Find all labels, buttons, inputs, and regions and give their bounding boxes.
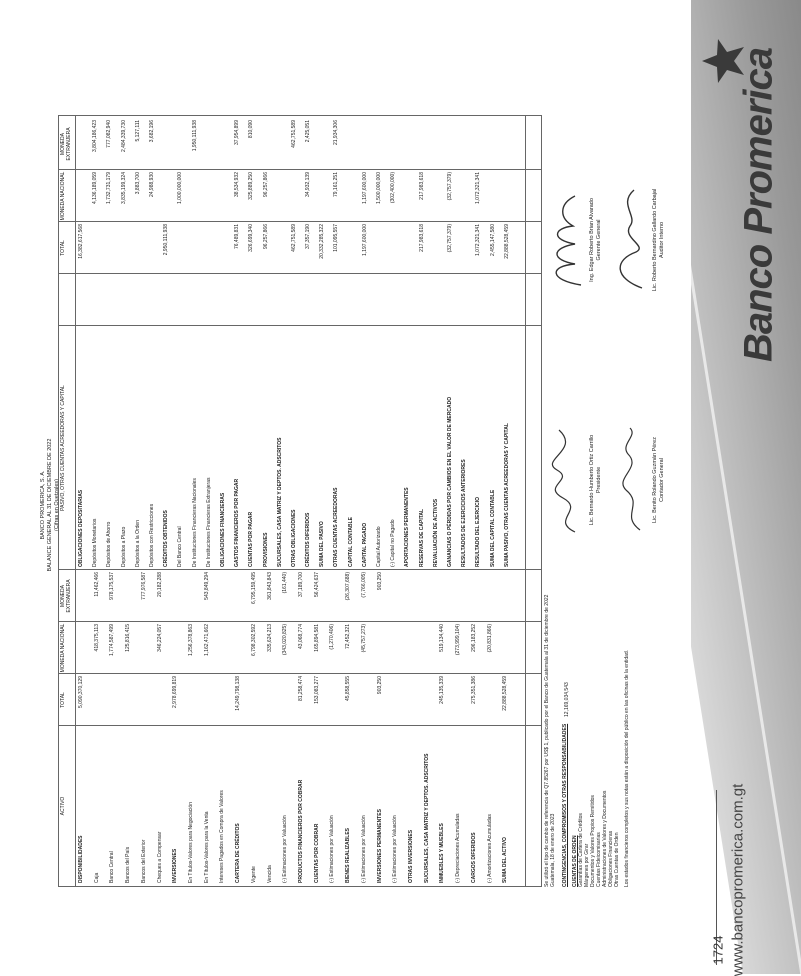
asset-me-value: (161,440) xyxy=(282,572,289,594)
company-name: BANCO PROMERICA, S. A. xyxy=(40,470,46,540)
asset-row-label: (-) Amortizaciones Acumuladas xyxy=(486,814,493,883)
grid-line xyxy=(59,273,541,274)
asset-row-label: CARTERA DE CRÉDITOS xyxy=(235,823,242,883)
asset-mn-value: 335,624,213 xyxy=(266,624,273,652)
asset-row-label: Cheques a Compensar xyxy=(156,831,163,883)
contingencias-value: 12,169,034,543 xyxy=(564,682,570,717)
asset-row-label: SUCURSALES, CASA MATRIZ Y DEPTOS. ADSCRITOS xyxy=(423,753,430,883)
liabilitie-row-label: SUMA PASIVO, OTRAS CUENTAS ACREEDORAS Y CAPITAL xyxy=(503,423,510,567)
signature-scribble-icon xyxy=(612,180,652,300)
orden-title: CUENTAS DE ORDEN xyxy=(572,835,578,887)
asset-row-label: (-) Depreciaciones Acumuladas xyxy=(455,813,462,883)
total-column-head: TOTAL xyxy=(60,692,66,708)
asset-total-value: 275,351,386 xyxy=(470,676,477,704)
asset-me-value: 11,462,466 xyxy=(93,572,100,597)
asset-total-value: 14,249,798,138 xyxy=(235,676,242,711)
mn-column-head-2: MONEDA NACIONAL xyxy=(60,171,66,221)
grid-line xyxy=(59,621,541,622)
header-rule xyxy=(75,116,76,886)
liabilitie-me-value: 1,950,111,938 xyxy=(191,120,198,152)
grid-line xyxy=(59,169,541,170)
me-column-head: MONEDA EXTRANJERA xyxy=(60,579,72,613)
liabilitie-row-label: GANANCIAS O PÉRDIDAS POR CAMBIOS EN EL VALOR DE MERCADO xyxy=(447,396,454,567)
asset-total-value: 5,090,370,129 xyxy=(78,676,84,708)
signature-scribble-icon xyxy=(545,180,589,300)
asset-total-value: 245,135,339 xyxy=(439,676,446,704)
liabilitie-row-label: GASTOS FINANCIEROS POR PAGAR xyxy=(234,478,241,567)
liabilitie-mn-value: 1,000,000,000 xyxy=(177,172,184,204)
total-column-head-2: TOTAL xyxy=(60,240,66,256)
liabilitie-row-label: CAPITAL PAGADO xyxy=(361,522,368,567)
asset-row-label: INVERSIONES PERMANENTES xyxy=(376,809,383,883)
asset-row-label: CARGOS DIFERIDOS xyxy=(470,832,477,883)
asset-mn-value: 165,894,581 xyxy=(313,624,320,652)
liabilitie-total-value: 16,382,617,568 xyxy=(78,224,84,259)
asset-row-label: Intereses Pagados en Compra de Valores xyxy=(219,790,226,883)
liabilitie-total-value: 20,332,285,322 xyxy=(319,224,326,259)
footer-note: Los estados financieros completos y sus notas están a disposición del público en las oficinas de la entidad. xyxy=(624,649,630,887)
asset-row-label: (-) Estimaciones por Valuación xyxy=(329,815,336,883)
liabilitie-total-value: 37,357,190 xyxy=(305,224,312,250)
liabilitie-row-label: CUENTAS POR PAGAR xyxy=(248,511,255,567)
asset-mn-value: 72,452,321 xyxy=(345,624,352,650)
liabilitie-me-value: 3,804,186,423 xyxy=(92,120,99,152)
signature-role: Auditor Interno xyxy=(658,221,665,259)
liabilitie-me-value: 3,682,196 xyxy=(148,120,155,143)
asset-total-value: 2,978,699,819 xyxy=(172,676,179,708)
liabilitie-mn-value: 1,732,731,179 xyxy=(106,172,113,204)
asset-mn-value: (45,757,273) xyxy=(360,624,367,653)
liabilitie-total-value: 101,095,557 xyxy=(333,224,340,252)
grid-line xyxy=(59,221,541,222)
asset-mn-value: 125,816,415 xyxy=(125,624,132,652)
liabilitie-total-value: 76,489,831 xyxy=(234,224,241,250)
signature-scribble-icon xyxy=(612,420,652,540)
liabilitie-me-value: 810,090 xyxy=(248,120,255,139)
liabilitie-me-value: 21,934,306 xyxy=(333,120,340,146)
liabilitie-mn-value: 24,988,930 xyxy=(148,172,155,198)
liabilitie-me-value: 777,082,940 xyxy=(106,120,113,148)
mn-column-head: MONEDA NACIONAL xyxy=(60,623,66,673)
asset-row-label: CUENTAS POR COBRAR xyxy=(313,823,320,883)
liabilitie-mn-value: 96,257,866 xyxy=(262,172,269,198)
asset-row-label: Banco Central xyxy=(109,851,116,883)
asset-mn-value: 1,256,378,863 xyxy=(188,624,194,656)
liabilitie-me-value: 37,954,899 xyxy=(234,120,241,146)
liabilitie-mn-value: (302,400,000) xyxy=(390,172,397,204)
liabilitie-me-value: 2,484,339,730 xyxy=(120,120,127,152)
liabilitie-row-label: Depósitos a Plazo xyxy=(120,526,127,567)
asset-row-label: (-) Estimaciones por Valuación xyxy=(360,815,367,883)
liabilitie-row-label: OTRAS OBLIGACIONES xyxy=(290,509,297,567)
liabilitie-total-value: 2,455,147,580 xyxy=(489,224,496,256)
asset-total-value: 903,250 xyxy=(376,676,383,695)
asset-total-value: 81,258,474 xyxy=(298,676,304,702)
liabilitie-total-value: 1,072,321,341 xyxy=(475,224,482,256)
liabilitie-row-label: SUMA DEL PASIVO xyxy=(319,521,326,567)
asset-me-value: 978,175,537 xyxy=(109,572,116,600)
liabilitie-row-label: OBLIGACIONES DEPOSITARIAS xyxy=(78,489,84,567)
liabilitie-row-label: REVALUACIÓN DE ACTIVOS xyxy=(432,498,439,567)
orden-item: Administraciones de Valores y Documentos xyxy=(602,790,608,887)
asset-row-label: BIENES REALIZABLES xyxy=(345,827,352,883)
liabilitie-row-label: Capital Autorizado xyxy=(376,526,383,567)
signature-name: Lic. Roberto Bernardino Gallardo Carbajal xyxy=(652,188,658,292)
liabilitie-mn-value: 38,534,932 xyxy=(234,172,241,198)
liabilitie-me-value: 2,425,051 xyxy=(305,120,312,143)
signature-role: Presidente xyxy=(595,466,602,494)
asset-me-value: (26,307,688) xyxy=(345,572,352,601)
grid-line xyxy=(59,325,541,326)
asset-mn-value: 418,375,113 xyxy=(93,624,100,652)
asset-total-value: 153,083,277 xyxy=(313,676,320,704)
orden-item: Documentos y Valores Propios Remitidos xyxy=(590,795,596,887)
liabilitie-row-label: Del Banco Central xyxy=(177,526,184,567)
signature-president xyxy=(545,405,602,555)
grid-line xyxy=(59,673,541,674)
page-number: 1724 xyxy=(710,935,726,965)
liabilitie-mn-value: 3,835,199,324 xyxy=(120,172,127,204)
orden-item: Obligaciones Financieras xyxy=(608,830,614,887)
asset-mn-value: 346,224,057 xyxy=(156,624,163,652)
date-note: Guatemala, 18 de enero de 2023 xyxy=(550,813,556,887)
signature-accountant xyxy=(612,405,665,555)
statement-title: BALANCE GENERAL AL 31 DE DICIEMBRE DE 2022 xyxy=(46,438,53,572)
liabilitie-total-value: 1,197,600,000 xyxy=(361,224,368,256)
asset-me-value: 56,424,637 xyxy=(313,572,320,598)
orden-item: Otras Cuentas de Orden xyxy=(614,832,620,887)
asset-mn-value: 296,183,252 xyxy=(470,624,477,652)
liabilitie-total-value: (32,757,379) xyxy=(447,224,454,253)
signature-auditor xyxy=(612,165,665,315)
signature-name: Lic. Bernardo Humberto Ortiz Carrillo xyxy=(589,434,595,526)
asset-mn-value: (20,831,866) xyxy=(486,624,493,653)
asset-row-label: Vencida xyxy=(266,865,273,883)
asset-mn-value: 1,162,471,662 xyxy=(203,624,210,656)
signature-scribble-icon xyxy=(545,420,589,540)
orden-item: Márgenes por Girar xyxy=(584,843,590,887)
liabilitie-mn-value: 1,197,600,000 xyxy=(361,172,368,204)
currency-note: (Cifras en Quetzales) xyxy=(53,479,60,531)
liabilitie-mn-value: 325,889,250 xyxy=(248,172,255,200)
website-link[interactable]: www.bancopromerica.com.gt xyxy=(729,783,747,976)
asset-row-label: PRODUCTOS FINANCIEROS POR COBRAR xyxy=(298,779,304,883)
liabilitie-row-label: Depósitos a la Orden xyxy=(134,520,141,567)
signature-role: Contador General xyxy=(658,458,665,502)
balance-table xyxy=(58,115,542,887)
asset-row-label: Caja xyxy=(93,872,100,883)
asset-row-label: DISPONIBILIDADES xyxy=(78,835,84,883)
liabilitie-mn-value: 217,983,618 xyxy=(418,172,425,200)
asset-me-value: 361,843,843 xyxy=(266,572,273,600)
asset-total-value: 22,888,528,459 xyxy=(502,676,509,711)
liabilitie-row-label: De Instituciones Financieras Nacionales xyxy=(191,478,198,567)
liabilitie-row-label: SUMA DEL CAPITAL CONTABLE xyxy=(489,489,496,567)
asset-row-label: INMUEBLES Y MUEBLES xyxy=(439,823,446,883)
liabilitie-mn-value: (32,757,379) xyxy=(447,172,454,201)
liabilitie-row-label: RESULTADO DEL EJERCICIO xyxy=(475,496,482,567)
grid-line xyxy=(59,569,541,570)
liabilitie-mn-value: 79,161,251 xyxy=(333,172,340,198)
brand-logo-text: Banco Promerica xyxy=(736,47,781,363)
asset-mn-value: 6,798,302,592 xyxy=(250,624,257,656)
grid-line xyxy=(59,725,541,726)
liabilitie-row-label: OBLIGACIONES FINANCIERAS xyxy=(219,492,226,567)
asset-row-label: En Títulos-Valores para la Venta xyxy=(203,811,210,883)
liabilitie-total-value: 96,257,866 xyxy=(262,224,269,250)
asset-me-value: (7,766,005) xyxy=(360,572,367,598)
asset-me-value: 903,250 xyxy=(376,572,383,591)
liabilitie-total-value: 217,983,618 xyxy=(418,224,425,252)
asset-mn-value: 43,068,774 xyxy=(298,624,304,650)
liabilitie-mn-value: 1,500,000,000 xyxy=(376,172,383,204)
liabilitie-row-label: RESERVAS DE CAPITAL xyxy=(418,508,425,567)
asset-me-value: 6,795,159,495 xyxy=(250,572,257,604)
asset-row-label: SUMA DEL ACTIVO xyxy=(502,837,509,883)
asset-mn-value: (273,999,104) xyxy=(455,624,462,656)
liabilitie-row-label: RESULTADOS DE EJERCICIOS ANTERIORES xyxy=(461,459,468,567)
asset-row-label: (-) Estimaciones por Valuación xyxy=(392,815,399,883)
liabilitie-mn-value: 3,883,700 xyxy=(134,172,141,195)
liabilitie-row-label: Depósitos Monetarios xyxy=(92,518,99,567)
asset-row-label: Bancos del País xyxy=(125,846,132,883)
contingencias-title: CONTINGENCIAS, COMPROMISOS Y OTRAS RESPONSABILIDADES xyxy=(562,723,568,887)
asset-row-label: Vigente xyxy=(250,866,257,883)
exchange-note: Se utilizó el tipo de cambio de referencia de Q7.85267 por US$ 1, publicado por el Banco de Guatemala al 31 de diciembre de 2022 xyxy=(544,594,550,887)
asset-me-value: 543,849,294 xyxy=(203,572,210,600)
asset-mn-value: 519,134,440 xyxy=(439,624,446,652)
liabilitie-row-label: CRÉDITOS DIFERIDOS xyxy=(305,512,312,567)
asset-row-label: (-) Estimaciones por Valuación xyxy=(282,815,289,883)
liabilitie-total-value: 462,751,589 xyxy=(290,224,297,252)
asset-me-value: 777,976,587 xyxy=(140,572,147,600)
liabilitie-row-label: De Instituciones Financieras Extranjeras xyxy=(205,477,212,567)
liabilitie-total-value: 326,699,340 xyxy=(248,224,255,252)
asset-row-label: OTRAS INVERSIONES xyxy=(408,829,414,883)
liabilitie-row-label: PROVISIONES xyxy=(262,532,269,567)
signature-name: Lic. Benito Rolando Guzmán Pérez xyxy=(652,437,658,523)
assets-column-head: ACTIVO xyxy=(60,796,66,816)
liabilitie-row-label: Depósitos con Restricciones xyxy=(148,503,155,567)
asset-me-value: 20,182,288 xyxy=(156,572,163,598)
liabilitie-row-label: OTRAS CUENTAS ACREEDORAS xyxy=(333,487,340,567)
liabilitie-me-value: 5,127,111 xyxy=(134,120,141,142)
liabilitie-me-value: 462,751,589 xyxy=(290,120,297,148)
asset-row-label: INVERSIONES xyxy=(172,848,179,883)
liabilitie-row-label: APORTACIONES PERMANENTES xyxy=(404,487,411,567)
liabilitie-row-label: CAPITAL CONTABLE xyxy=(347,517,354,567)
orden-item: Garantías de Cartera de Créditos xyxy=(578,813,584,887)
liabilitie-total-value: 22,888,528,459 xyxy=(503,224,510,259)
orden-item: Cuentas Fideicomisarias xyxy=(596,832,602,887)
signature-manager xyxy=(545,165,602,315)
liabilitie-mn-value: 4,136,189,059 xyxy=(92,172,99,204)
balance-sheet-document xyxy=(40,115,690,895)
liabilitie-total-value: 2,950,111,938 xyxy=(163,224,170,256)
signature-role: Gerente General xyxy=(595,219,602,261)
liabilitie-row-label: Depósitos de Ahorro xyxy=(106,521,113,567)
asset-total-value: 45,858,555 xyxy=(345,676,352,702)
asset-mn-value: (343,020,825) xyxy=(282,624,289,656)
asset-row-label: Bancos del Exterior xyxy=(140,839,147,883)
me-column-head-2: MONEDA EXTRANJERA xyxy=(60,127,72,161)
asset-mn-value: 1,774,587,499 xyxy=(109,624,116,656)
footer-rule xyxy=(525,116,526,886)
asset-me-value: 37,189,700 xyxy=(298,572,304,598)
asset-row-label: En Títulos-Valores para Negociación xyxy=(188,802,194,883)
signature-name: Ing. Edgar Roberto Brian Alvarado xyxy=(589,198,595,282)
liabilitie-mn-value: 34,932,139 xyxy=(305,172,312,198)
liabilitie-mn-value: 1,072,321,341 xyxy=(475,172,482,204)
liabilitie-row-label: (-) Capital no Pagado xyxy=(390,519,397,567)
asset-mn-value: (1,270,406) xyxy=(329,624,336,650)
liabilitie-row-label: SUCURSALES, CASA MATRIZ Y DEPTOS. ADSCRITOS xyxy=(276,437,283,567)
liabilities-column-head: PASIVO, OTRAS CUENTAS ACREEDORAS Y CAPITAL xyxy=(60,385,66,511)
liabilitie-row-label: CRÉDITOS OBTENIDOS xyxy=(163,510,170,567)
